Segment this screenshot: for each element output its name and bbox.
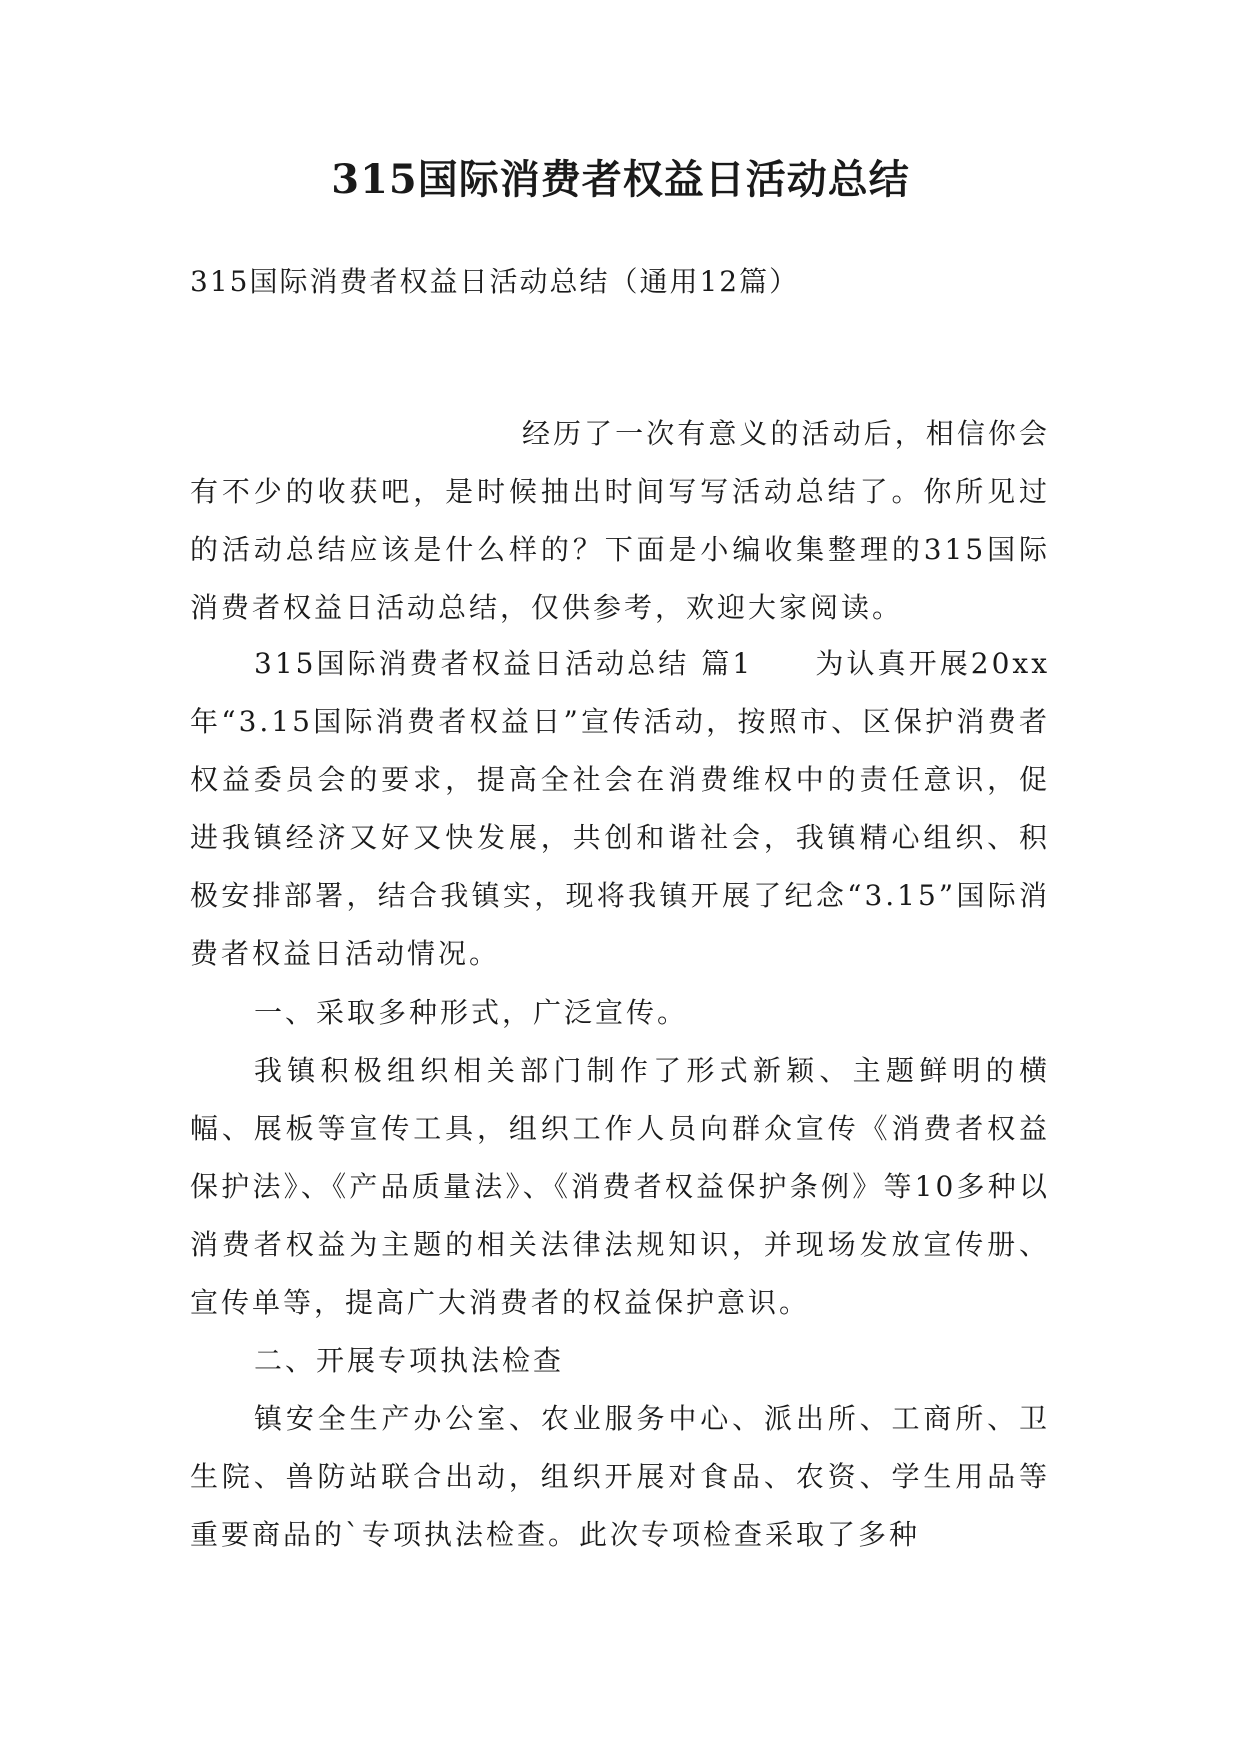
section-1-paragraph: 315国际消费者权益日活动总结 篇1 为认真开展20xx年“3.15国际消费者权益日”宣传活动，按照市、区保护消费者权益委员会的要求，提高全社会在消费维权中的责任意识，促进我镇经济又好又快发展，共创和谐社会，我镇精心组织、积极安排部署，结合我镇实，现将我镇开展了纪念“3.15”国际消费者权益日活动情况。 — [190, 647, 1050, 970]
section-heading-2: 二、开展专项执法检查 — [254, 1344, 565, 1377]
section-heading-1: 一、采取多种形式，广泛宣传。 — [254, 996, 689, 1029]
body-paragraph-1: 我镇积极组织相关部门制作了形式新颖、主题鲜明的横幅、展板等宣传工具，组织工作人员向群众宣传《消费者权益保护法》、《产品质量法》、《消费者权益保护条例》等10多种以消费者权益为主题的相关法律法规知识，并现场发放宣传册、宣传单等，提高广大消费者的权益保护意识。 — [190, 1054, 1050, 1319]
body-paragraph-2: 镇安全生产办公室、农业服务中心、派出所、工商所、卫生院、兽防站联合出动，组织开展对食品、农资、学生用品等重要商品的`专项执法检查。此次专项检查采取了多种 — [190, 1402, 1050, 1551]
document-title: 315国际消费者权益日活动总结 — [331, 156, 910, 203]
intro-paragraph: 经历了一次有意义的活动后，相信你会有不少的收获吧，是时候抽出时间写写活动总结了。你所见过的活动总结应该是什么样的？下面是小编收集整理的315国际消费者权益日活动总结，仅供参考，欢迎大家阅读。 — [190, 417, 1050, 624]
document-subtitle: 315国际消费者权益日活动总结（通用12篇） — [190, 265, 800, 298]
